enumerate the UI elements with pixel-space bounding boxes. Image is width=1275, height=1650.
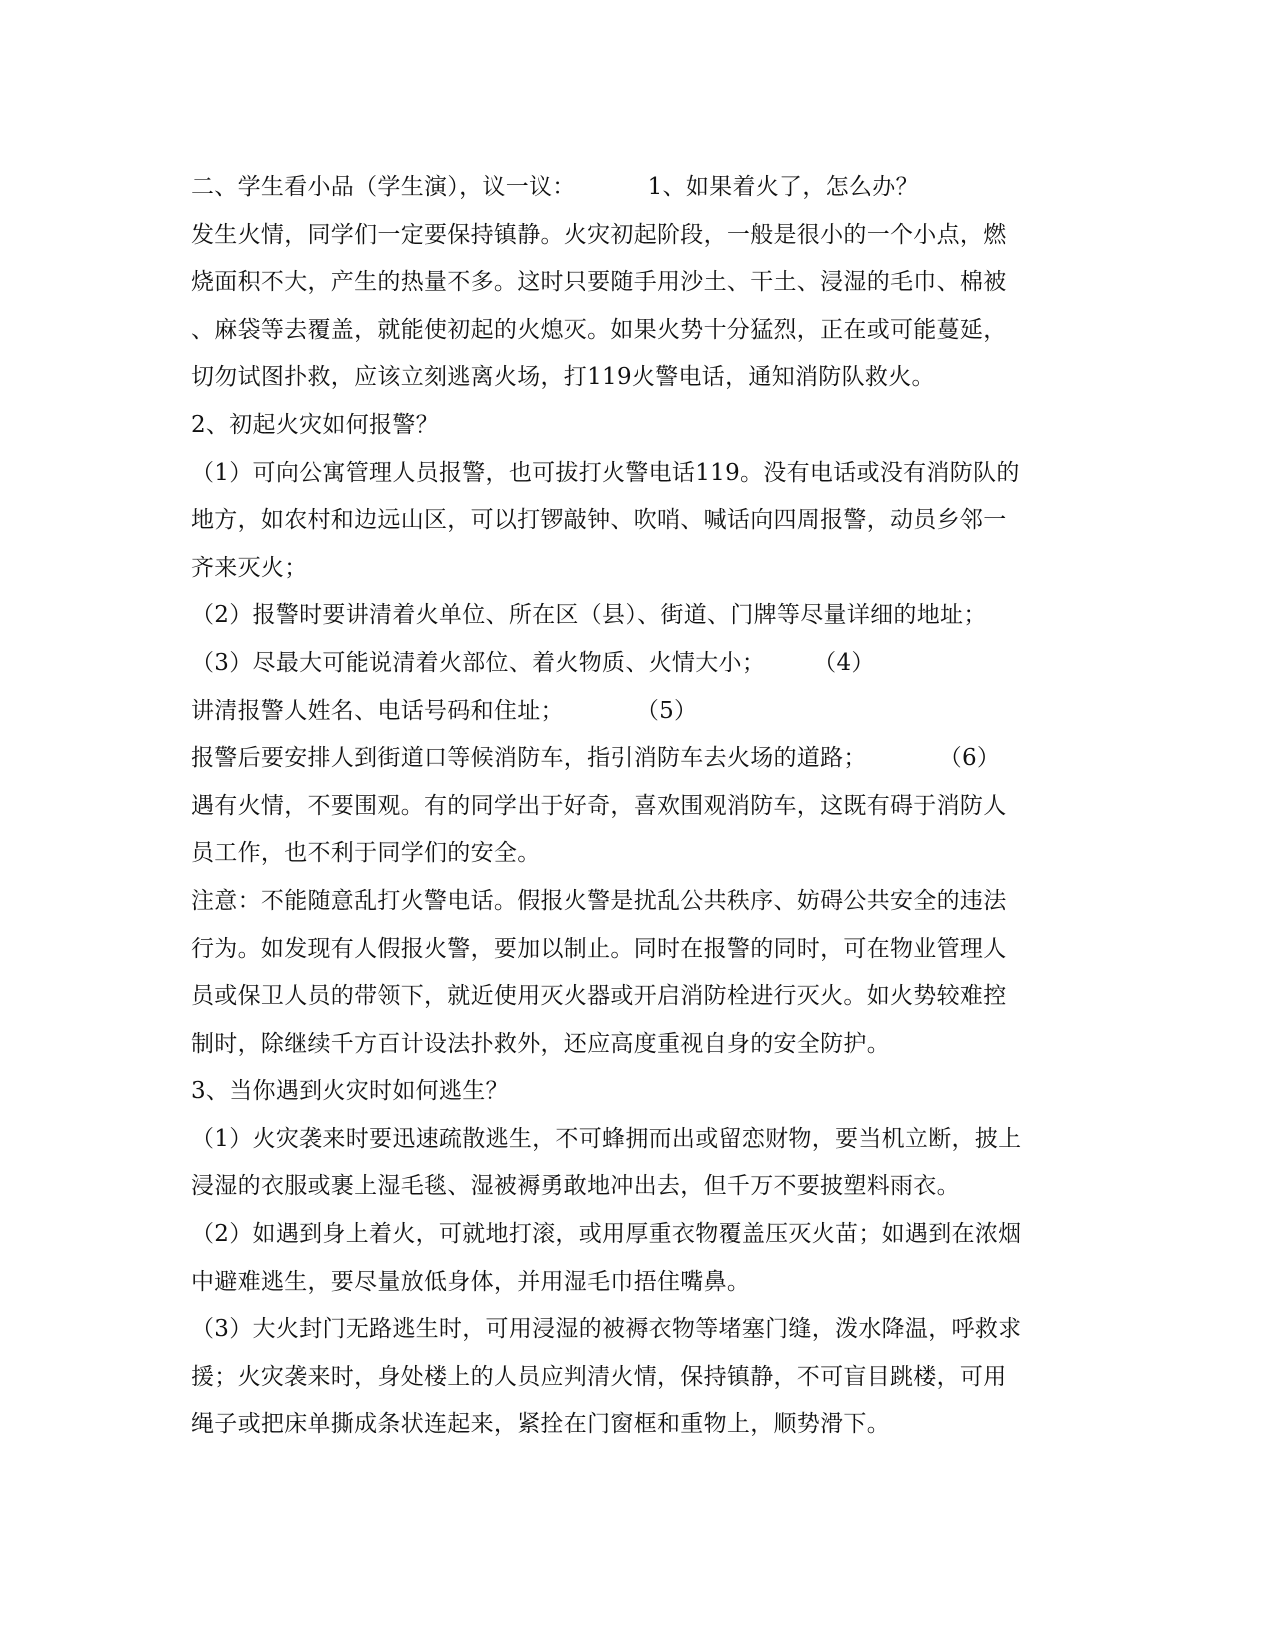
question-two: 2、初起火灾如何报警？ bbox=[191, 411, 439, 438]
paragraph-line: （1）可向公寓管理人员报警，也可拔打火警电话119。没有电话或没有消防队的 bbox=[191, 459, 1020, 486]
section-heading-two bbox=[191, 164, 1081, 212]
paragraph-line: 齐来灭火； bbox=[191, 554, 308, 581]
document-body bbox=[191, 164, 1081, 1449]
paragraph-line: 、麻袋等去覆盖，就能使初起的火熄灭。如果火势十分猛烈，正在或可能蔓延， bbox=[191, 316, 1007, 343]
paragraph-line: 员工作，也不利于同学们的安全。 bbox=[191, 840, 541, 867]
paragraph-line: 烧面积不大，产生的热量不多。这时只要随手用沙土、干土、浸湿的毛巾、棉被 bbox=[191, 269, 1007, 296]
item-number: （5） bbox=[635, 697, 698, 724]
paragraph-line bbox=[191, 688, 1081, 736]
paragraph-line: 浸湿的衣服或裹上湿毛毯、湿被褥勇敢地冲出去，但千万不要披塑料雨衣。 bbox=[191, 1173, 960, 1200]
paragraph-line: （3）大火封门无路逃生时，可用浸湿的被褥衣物等堵塞门缝，泼水降温，呼救求 bbox=[191, 1316, 1022, 1343]
item-number: （6） bbox=[938, 745, 1001, 772]
paragraph-line: 注意：不能随意乱打火警电话。假报火警是扰乱公共秩序、妨碍公共安全的违法 bbox=[191, 887, 1007, 914]
paragraph-line: 发生火情，同学们一定要保持镇静。火灾初起阶段，一般是很小的一个小点，燃 bbox=[191, 221, 1007, 248]
paragraph-line: 员或保卫人员的带领下，就近使用灭火器或开启消防栓进行灭火。如火势较难控 bbox=[191, 983, 1007, 1010]
paragraph-line: 切勿试图扑救，应该立刻逃离火场，打119火警电话，通知消防队救火。 bbox=[191, 364, 935, 391]
text-run: 讲清报警人姓名、电话号码和住址； bbox=[191, 697, 564, 724]
text-run: 二、学生看小品（学生演），议一议： bbox=[191, 174, 576, 200]
paragraph-line bbox=[191, 735, 1081, 783]
text-run: （3）尽最大可能说清着火部位、着火物质、火情大小； bbox=[191, 649, 766, 676]
paragraph-line: 遇有火情，不要围观。有的同学出于好奇，喜欢围观消防车，这既有碍于消防人 bbox=[191, 792, 1007, 819]
paragraph-line: 行为。如发现有人假报火警，要加以制止。同时在报警的同时，可在物业管理人 bbox=[191, 935, 1007, 962]
paragraph-line: （1）火灾袭来时要迅速疏散逃生，不可蜂拥而出或留恋财物，要当机立断，披上 bbox=[191, 1125, 1022, 1152]
paragraph-line: 制时，除继续千方百计设法扑救外，还应高度重视自身的安全防护。 bbox=[191, 1030, 890, 1057]
question-one: 1、如果着火了，怎么办？ bbox=[647, 174, 919, 200]
paragraph-line: 中避难逃生，要尽量放低身体，并用湿毛巾捂住嘴鼻。 bbox=[191, 1268, 751, 1295]
paragraph-line: （2）如遇到身上着火，可就地打滚，或用厚重衣物覆盖压灭火苗；如遇到在浓烟 bbox=[191, 1221, 1022, 1248]
text-run: 报警后要安排人到街道口等候消防车，指引消防车去火场的道路； bbox=[191, 745, 867, 772]
paragraph-line: 援；火灾袭来时，身处楼上的人员应判清火情，保持镇静，不可盲目跳楼，可用 bbox=[191, 1363, 1007, 1390]
question-three: 3、当你遇到火灾时如何逃生？ bbox=[191, 1078, 509, 1105]
item-number: （4） bbox=[813, 649, 875, 676]
paragraph-line: 地方，如农村和边远山区，可以打锣敲钟、吹哨、喊话向四周报警，动员乡邻一 bbox=[191, 507, 1007, 534]
paragraph-line bbox=[191, 640, 1081, 688]
paragraph-line: （2）报警时要讲清着火单位、所在区（县）、街道、门牌等尽量详细的地址； bbox=[191, 602, 987, 629]
paragraph-line: 绳子或把床单撕成条状连起来，紧拴在门窗框和重物上，顺势滑下。 bbox=[191, 1411, 890, 1438]
